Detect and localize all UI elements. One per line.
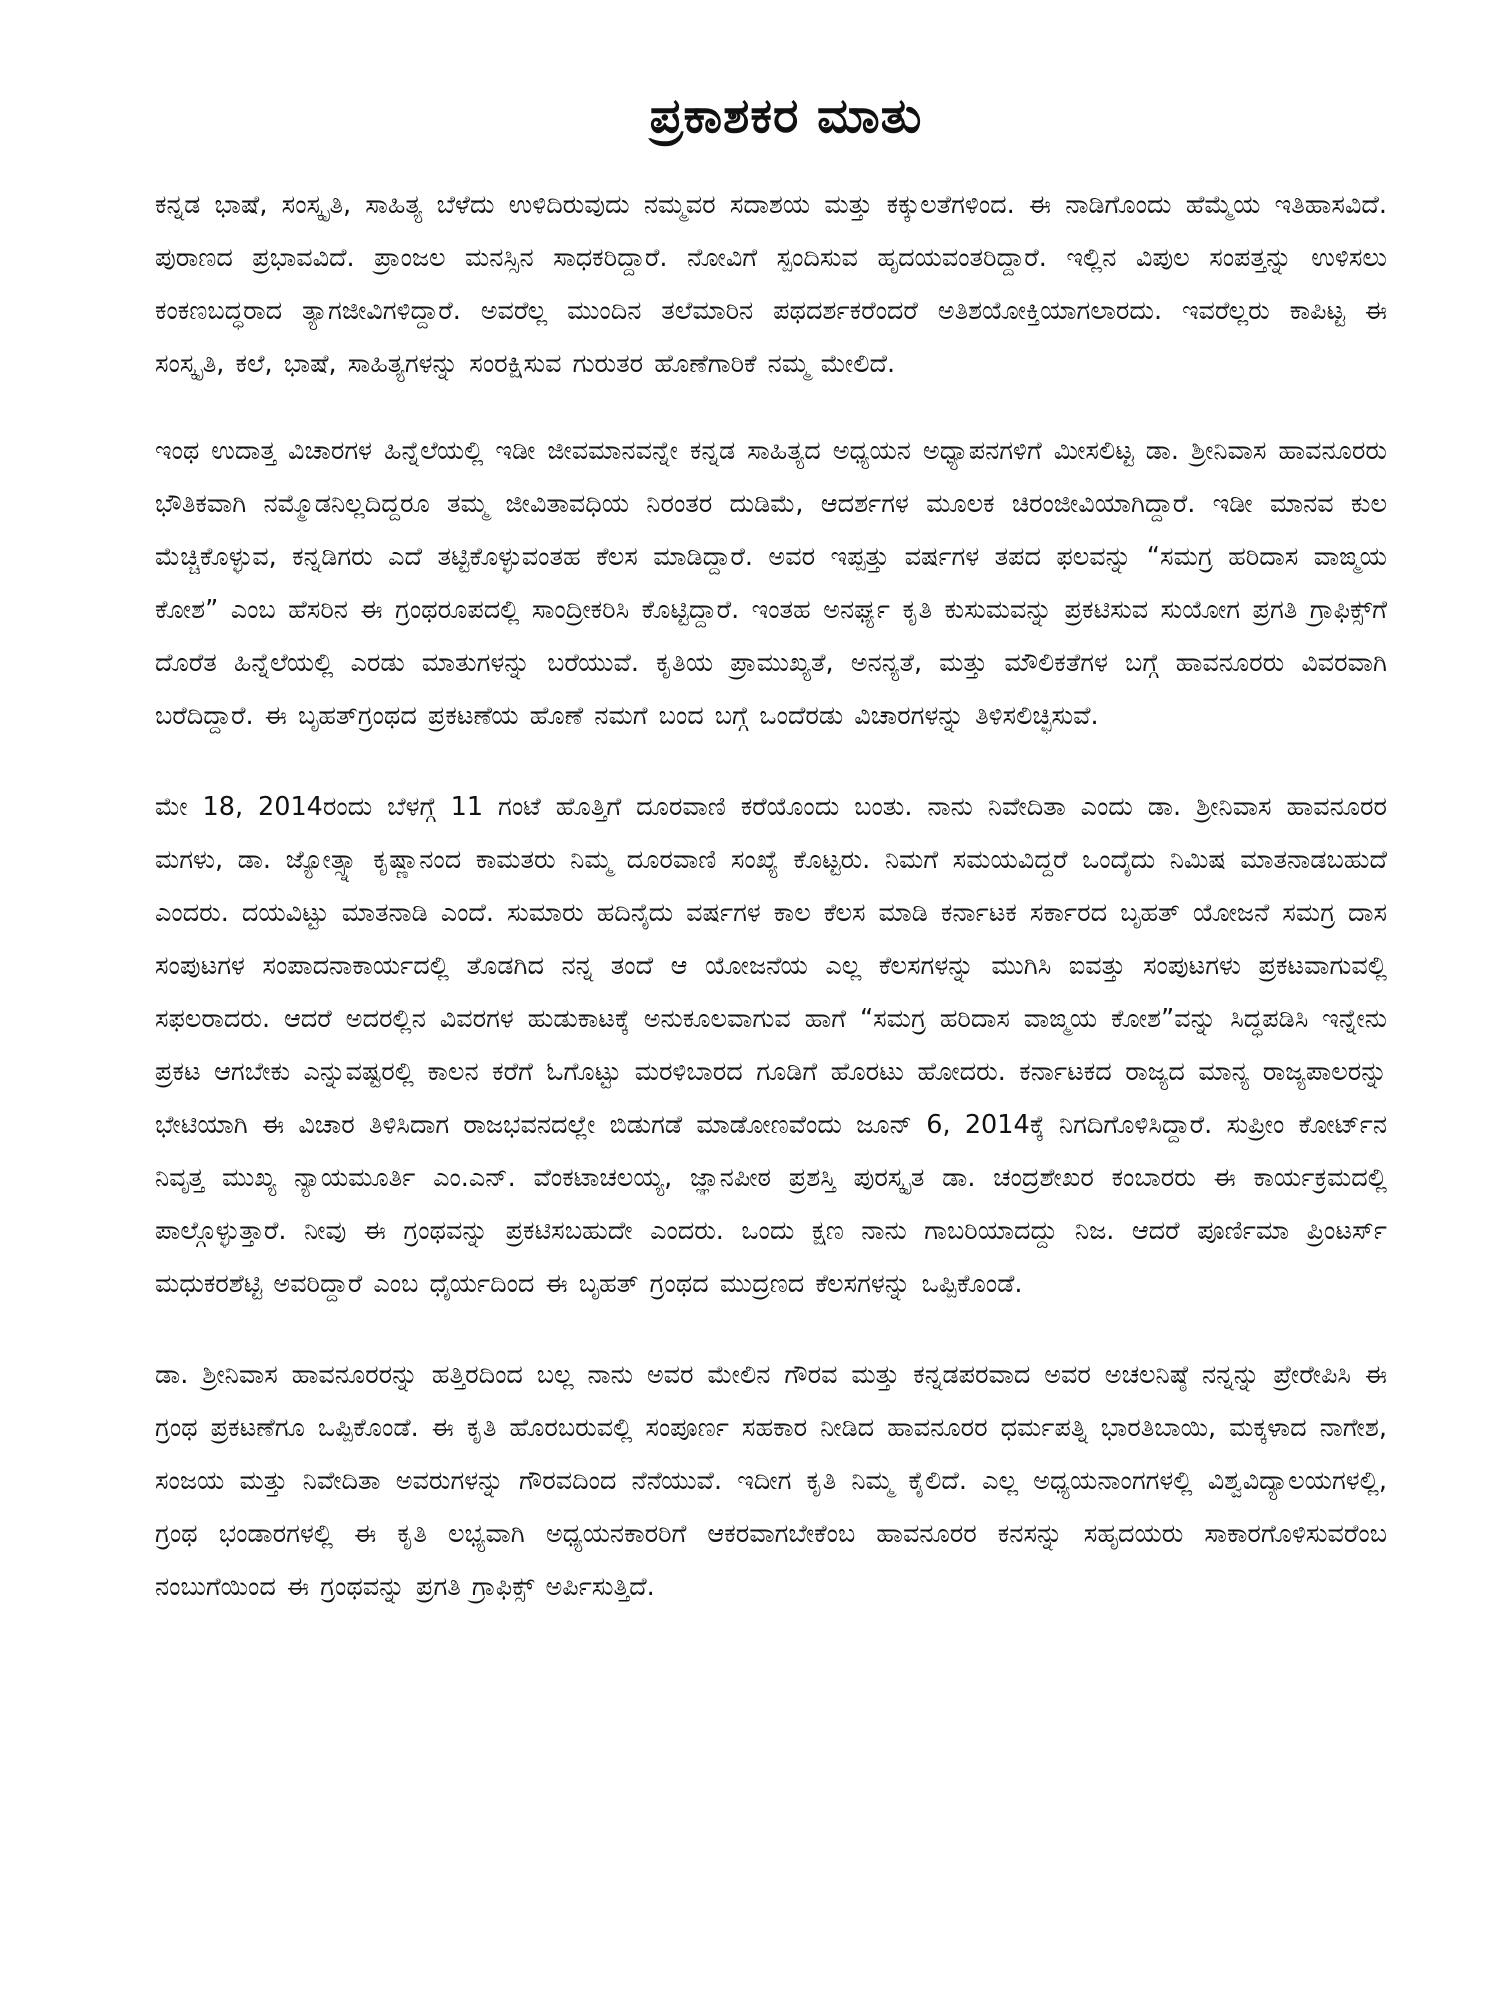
paragraph-2: ಇಂಥ ಉದಾತ್ತ ವಿಚಾರಗಳ ಹಿನ್ನೆಲೆಯಲ್ಲಿ ಇಡೀ ಜೀವಮಾನವನ್ನೇ ಕನ್ನಡ ಸಾಹಿತ್ಯದ ಅಧ್ಯಯನ ಅಧ್ಯಾಪನಗಳಿಗೆ ಮೀಸಲಿಟ್ಟ ಡಾ. ಶ್ರೀನಿವಾಸ ಹಾವನೂರರು ಭೌತಿಕವಾಗಿ ನಮ್ಮೊಡನಿಲ್ಲದಿದ್ದರೂ ತಮ್ಮ ಜೀವಿತಾವಧಿಯ ನಿರಂತರ ದುಡಿಮೆ, ಆದರ್ಶಗಳ ಮೂಲಕ ಚಿರಂಜೀವಿಯಾಗಿದ್ದಾರೆ. ಇಡೀ ಮಾನವ ಕುಲ ಮೆಚ್ಚಿಕೊಳ್ಳುವ, ಕನ್ನಡಿಗರು ಎದೆ ತಟ್ಟಿಕೊಳ್ಳುವಂತಹ ಕೆಲಸ ಮಾಡಿದ್ದಾರೆ. ಅವರ ಇಪ್ಪತ್ತು ವರ್ಷಗಳ ತಪದ ಫಲವನ್ನು “ಸಮಗ್ರ ಹರಿದಾಸ ವಾಙ್ಮಯ ಕೋಶ” ಎಂಬ ಹೆಸರಿನ ಈ ಗ್ರಂಥರೂಪದಲ್ಲಿ ಸಾಂದ್ರೀಕರಿಸಿ ಕೊಟ್ಟಿದ್ದಾರೆ. ಇಂತಹ ಅನರ್ಘ್ಯ ಕೃತಿ ಕುಸುಮವನ್ನು ಪ್ರಕಟಿಸುವ ಸುಯೋಗ ಪ್ರಗತಿ ಗ್ರಾಫಿಕ್ಸ್‌ಗೆ ದೊರೆತ ಹಿನ್ನೆಲೆಯಲ್ಲಿ ಎರಡು ಮಾತುಗಳನ್ನು ಬರೆಯುವೆ. ಕೃತಿಯ ಪ್ರಾಮುಖ್ಯತೆ, ಅನನ್ಯತೆ, ಮತ್ತು ಮೌಲಿಕತೆಗಳ ಬಗ್ಗೆ ಹಾವನೂರರು ವಿವರವಾಗಿ ಬರೆದಿದ್ದಾರೆ. ಈ ಬೃಹತ್‌ಗ್ರಂಥದ ಪ್ರಕಟಣೆಯ ಹೊಣೆ ನಮಗೆ ಬಂದ ಬಗ್ಗೆ ಒಂದೆರಡು ವಿಚಾರಗಳನ್ನು ತಿಳಿಸಲಿಚ್ಛಿಸುವೆ.: [155, 436, 1387, 731]
paragraph-3: ಮೇ 18, 2014ರಂದು ಬೆಳಗ್ಗೆ 11 ಗಂಟೆ ಹೊತ್ತಿಗೆ ದೂರವಾಣಿ ಕರೆಯೊಂದು ಬಂತು. ನಾನು ನಿವೇದಿತಾ ಎಂದು ಡಾ. ಶ್ರೀನಿವಾಸ ಹಾವನೂರರ ಮಗಳು, ಡಾ. ಜ್ಯೋತ್ಸ್ನಾ ಕೃಷ್ಣಾನಂದ ಕಾಮತರು ನಿಮ್ಮ ದೂರವಾಣಿ ಸಂಖ್ಯೆ ಕೊಟ್ಟರು. ನಿಮಗೆ ಸಮಯವಿದ್ದರೆ ಒಂದೈದು ನಿಮಿಷ ಮಾತನಾಡಬಹುದೆ ಎಂದರು. ದಯವಿಟ್ಟು ಮಾತನಾಡಿ ಎಂದೆ. ಸುಮಾರು ಹದಿನೈದು ವರ್ಷಗಳ ಕಾಲ ಕೆಲಸ ಮಾಡಿ ಕರ್ನಾಟಕ ಸರ್ಕಾರದ ಬೃಹತ್ ಯೋಜನೆ ಸಮಗ್ರ ದಾಸ ಸಂಪುಟಗಳ ಸಂಪಾದನಾಕಾರ್ಯದಲ್ಲಿ ತೊಡಗಿದ ನನ್ನ ತಂದೆ ಆ ಯೋಜನೆಯ ಎಲ್ಲ ಕೆಲಸಗಳನ್ನು ಮುಗಿಸಿ ಐವತ್ತು ಸಂಪುಟಗಳು ಪ್ರಕಟವಾಗುವಲ್ಲಿ ಸಫಲರಾದರು. ಆದರೆ ಅದರಲ್ಲಿನ ವಿವರಗಳ ಹುಡುಕಾಟಕ್ಕೆ ಅನುಕೂಲವಾಗುವ ಹಾಗೆ “ಸಮಗ್ರ ಹರಿದಾಸ ವಾಙ್ಮಯ ಕೋಶ”ವನ್ನು ಸಿದ್ಧಪಡಿಸಿ ಇನ್ನೇನು ಪ್ರಕಟ ಆಗಬೇಕು ಎನ್ನುವಷ್ಟರಲ್ಲಿ ಕಾಲನ ಕರೆಗೆ ಓಗೊಟ್ಟು ಮರಳಿಬಾರದ ಗೂಡಿಗೆ ಹೊರಟು ಹೋದರು. ಕರ್ನಾಟಕದ ರಾಜ್ಯದ ಮಾನ್ಯ ರಾಜ್ಯಪಾಲರನ್ನು ಭೇಟಿಯಾಗಿ ಈ ವಿಚಾರ ತಿಳಿಸಿದಾಗ ರಾಜಭವನದಲ್ಲೇ ಬಿಡುಗಡೆ ಮಾಡೋಣವೆಂದು ಜೂನ್ 6, 2014ಕ್ಕೆ ನಿಗದಿಗೊಳಿಸಿದ್ದಾರೆ. ಸುಪ್ರೀಂ ಕೋರ್ಟ್‌ನ ನಿವೃತ್ತ ಮುಖ್ಯ ನ್ಯಾಯಮೂರ್ತಿ ಎಂ.ಎನ್. ವೆಂಕಟಾಚಲಯ್ಯ, ಜ್ಞಾನಪೀಠ ಪ್ರಶಸ್ತಿ ಪುರಸ್ಕೃತ ಡಾ. ಚಂದ್ರಶೇಖರ ಕಂಬಾರರು ಈ ಕಾರ್ಯಕ್ರಮದಲ್ಲಿ ಪಾಲ್ಗೊಳ್ಳುತ್ತಾರೆ. ನೀವು ಈ ಗ್ರಂಥವನ್ನು ಪ್ರಕಟಿಸಬಹುದೇ ಎಂದರು. ಒಂದು ಕ್ಷಣ ನಾನು ಗಾಬರಿಯಾದದ್ದು ನಿಜ. ಆದರೆ ಪೂರ್ಣಿಮಾ ಪ್ರಿಂಟರ್ಸ್ ಮಧುಕರಶೆಟ್ಟಿ ಅವರಿದ್ದಾರೆ ಎಂಬ ಧೈರ್ಯದಿಂದ ಈ ಬೃಹತ್ ಗ್ರಂಥದ ಮುದ್ರಣದ ಕೆಲಸಗಳನ್ನು ಒಪ್ಪಿಕೊಂಡೆ.: [155, 792, 1387, 1299]
paragraph-1: ಕನ್ನಡ ಭಾಷೆ, ಸಂಸ್ಕೃತಿ, ಸಾಹಿತ್ಯ ಬೆಳೆದು ಉಳಿದಿರುವುದು ನಮ್ಮವರ ಸದಾಶಯ ಮತ್ತು ಕಕ್ಕುಲತೆಗಳಿಂದ. ಈ ನಾಡಿಗೊಂದು ಹೆಮ್ಮೆಯ ಇತಿಹಾಸವಿದೆ. ಪುರಾಣದ ಪ್ರಭಾವವಿದೆ. ಪ್ರಾಂಜಲ ಮನಸ್ಸಿನ ಸಾಧಕರಿದ್ದಾರೆ. ನೋವಿಗೆ ಸ್ಪಂದಿಸುವ ಹೃದಯವಂತರಿದ್ದಾರೆ. ಇಲ್ಲಿನ ವಿಪುಲ ಸಂಪತ್ತನ್ನು ಉಳಿಸಲು ಕಂಕಣಬದ್ಧರಾದ ತ್ಯಾಗಜೀವಿಗಳಿದ್ದಾರೆ. ಅವರೆಲ್ಲ ಮುಂದಿನ ತಲೆಮಾರಿನ ಪಥದರ್ಶಕರೆಂದರೆ ಅತಿಶಯೋಕ್ತಿಯಾಗಲಾರದು. ಇವರೆಲ್ಲರು ಕಾಪಿಟ್ಟ ಈ ಸಂಸ್ಕೃತಿ, ಕಲೆ, ಭಾಷೆ, ಸಾಹಿತ್ಯಗಳನ್ನು ಸಂರಕ್ಷಿಸುವ ಗುರುತರ ಹೊಣೆಗಾರಿಕೆ ನಮ್ಮ ಮೇಲಿದೆ.: [155, 190, 1387, 379]
page-title: ಪ್ರಕಾಶಕರ ಮಾತು: [649, 88, 923, 144]
paragraph-4: ಡಾ. ಶ್ರೀನಿವಾಸ ಹಾವನೂರರನ್ನು ಹತ್ತಿರದಿಂದ ಬಲ್ಲ ನಾನು ಅವರ ಮೇಲಿನ ಗೌರವ ಮತ್ತು ಕನ್ನಡಪರವಾದ ಅವರ ಅಚಲನಿಷ್ಠೆ ನನ್ನನ್ನು ಪ್ರೇರೇಪಿಸಿ ಈ ಗ್ರಂಥ ಪ್ರಕಟಣೆಗೂ ಒಪ್ಪಿಕೊಂಡೆ. ಈ ಕೃತಿ ಹೊರಬರುವಲ್ಲಿ ಸಂಪೂರ್ಣ ಸಹಕಾರ ನೀಡಿದ ಹಾವನೂರರ ಧರ್ಮಪತ್ನಿ ಭಾರತಿಬಾಯಿ, ಮಕ್ಕಳಾದ ನಾಗೇಶ, ಸಂಜಯ ಮತ್ತು ನಿವೇದಿತಾ ಅವರುಗಳನ್ನು ಗೌರವದಿಂದ ನೆನೆಯುವೆ. ಇದೀಗ ಕೃತಿ ನಿಮ್ಮ ಕೈಲಿದೆ. ಎಲ್ಲ ಅಧ್ಯಯನಾಂಗಗಳಲ್ಲಿ ವಿಶ್ವವಿದ್ಯಾಲಯಗಳಲ್ಲಿ, ಗ್ರಂಥ ಭಂಡಾರಗಳಲ್ಲಿ ಈ ಕೃತಿ ಲಭ್ಯವಾಗಿ ಅಧ್ಯಯನಕಾರರಿಗೆ ಆಕರವಾಗಬೇಕೆಂಬ ಹಾವನೂರರ ಕನಸನ್ನು ಸಹೃದಯರು ಸಾಕಾರಗೊಳಿಸುವರೆಂಬ ನಂಬುಗೆಯಿಂದ ಈ ಗ್ರಂಥವನ್ನು ಪ್ರಗತಿ ಗ್ರಾಫಿಕ್ಸ್ ಅರ್ಪಿಸುತ್ತಿದೆ.: [155, 1360, 1387, 1602]
